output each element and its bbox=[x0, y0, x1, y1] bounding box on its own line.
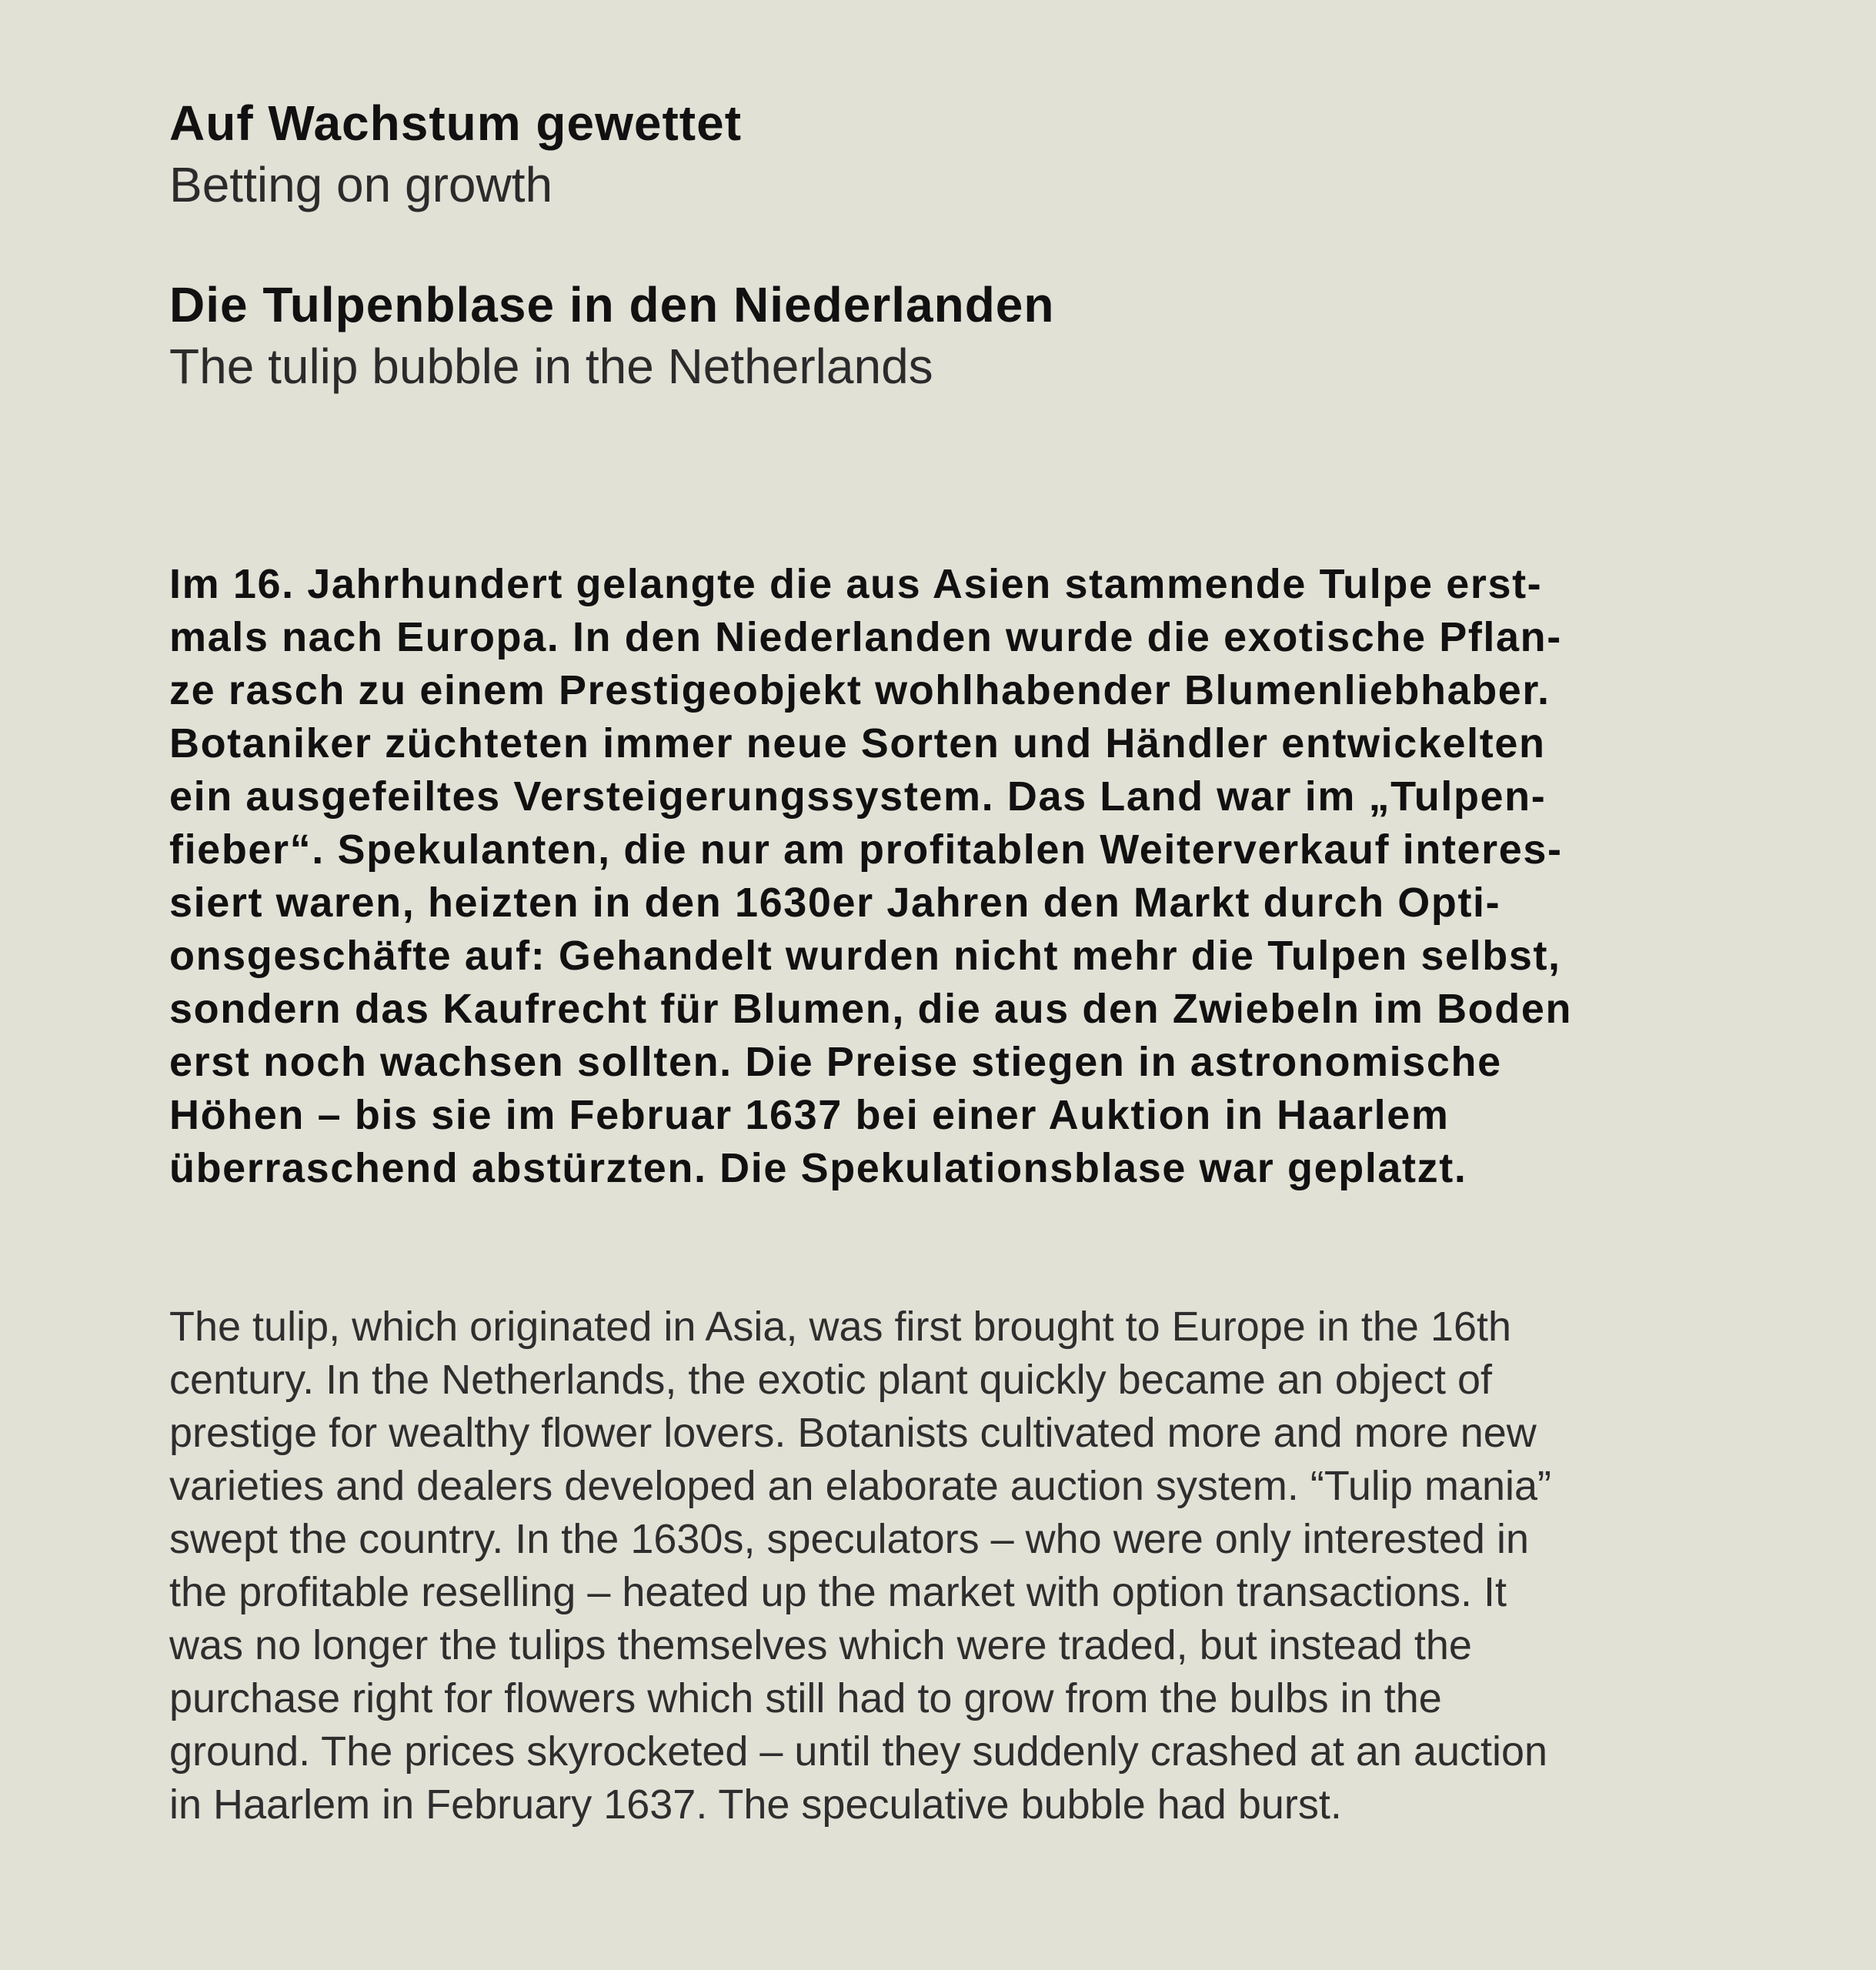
body-line: varieties and dealers developed an elaborate auction system. “Tulip mania” bbox=[169, 1463, 1552, 1509]
body-line: century. In the Netherlands, the exotic plant quickly became an object of bbox=[169, 1357, 1492, 1403]
body-line: the profitable reselling – heated up the market with option transactions. It bbox=[169, 1569, 1507, 1615]
section-title-english: Betting on growth bbox=[169, 157, 553, 212]
body-line: in Haarlem in February 1637. The speculative bubble had burst. bbox=[169, 1781, 1342, 1828]
topic-title-german: Die Tulpenblase in den Niederlanden bbox=[169, 277, 1055, 332]
body-line: Im 16. Jahrhundert gelangte die aus Asien stammende Tulpe erst- bbox=[169, 561, 1543, 607]
body-line: Höhen – bis sie im Februar 1637 bei einer Auktion in Haarlem bbox=[169, 1092, 1450, 1138]
body-text-english bbox=[169, 1301, 1747, 1831]
body-line: mals nach Europa. In den Niederlanden wurde die exotische Pflan- bbox=[169, 614, 1562, 660]
body-line: überraschend abstürzten. Die Spekulationsblase war geplatzt. bbox=[169, 1145, 1467, 1191]
section-title-german: Auf Wachstum gewettet bbox=[169, 95, 742, 151]
body-line: erst noch wachsen sollten. Die Preise stiegen in astronomische bbox=[169, 1039, 1502, 1085]
body-line: siert waren, heizten in den 1630er Jahren den Markt durch Opti- bbox=[169, 880, 1501, 926]
body-line: onsgeschäfte auf: Gehandelt wurden nicht mehr die Tulpen selbst, bbox=[169, 933, 1561, 979]
body-line: fieber“. Spekulanten, die nur am profitablen Weiterverkauf interes- bbox=[169, 826, 1563, 873]
body-line: prestige for wealthy flower lovers. Botanists cultivated more and more new bbox=[169, 1410, 1537, 1456]
body-line: The tulip, which originated in Asia, was first brought to Europe in the 16th bbox=[169, 1304, 1512, 1350]
section-heading bbox=[169, 92, 1747, 215]
body-line: purchase right for flowers which still had to grow from the bulbs in the bbox=[169, 1675, 1442, 1721]
body-line: ze rasch zu einem Prestigeobjekt wohlhabender Blumenliebhaber. bbox=[169, 667, 1551, 713]
body-text-german bbox=[169, 558, 1747, 1195]
topic-heading bbox=[169, 274, 1747, 397]
body-line: sondern das Kaufrecht für Blumen, die aus den Zwiebeln im Boden bbox=[169, 986, 1573, 1032]
text-panel bbox=[169, 92, 1747, 1828]
body-line: ein ausgefeiltes Versteigerungssystem. Das Land war im „Tulpen- bbox=[169, 773, 1547, 820]
topic-title-english: The tulip bubble in the Netherlands bbox=[169, 339, 933, 394]
body-line: was no longer the tulips themselves which were traded, but instead the bbox=[169, 1622, 1472, 1668]
body-line: swept the country. In the 1630s, speculators – who were only interested in bbox=[169, 1516, 1529, 1562]
body-line: Botaniker züchteten immer neue Sorten und Händler entwickelten bbox=[169, 720, 1546, 766]
body-line: ground. The prices skyrocketed – until they suddenly crashed at an auction bbox=[169, 1728, 1548, 1775]
